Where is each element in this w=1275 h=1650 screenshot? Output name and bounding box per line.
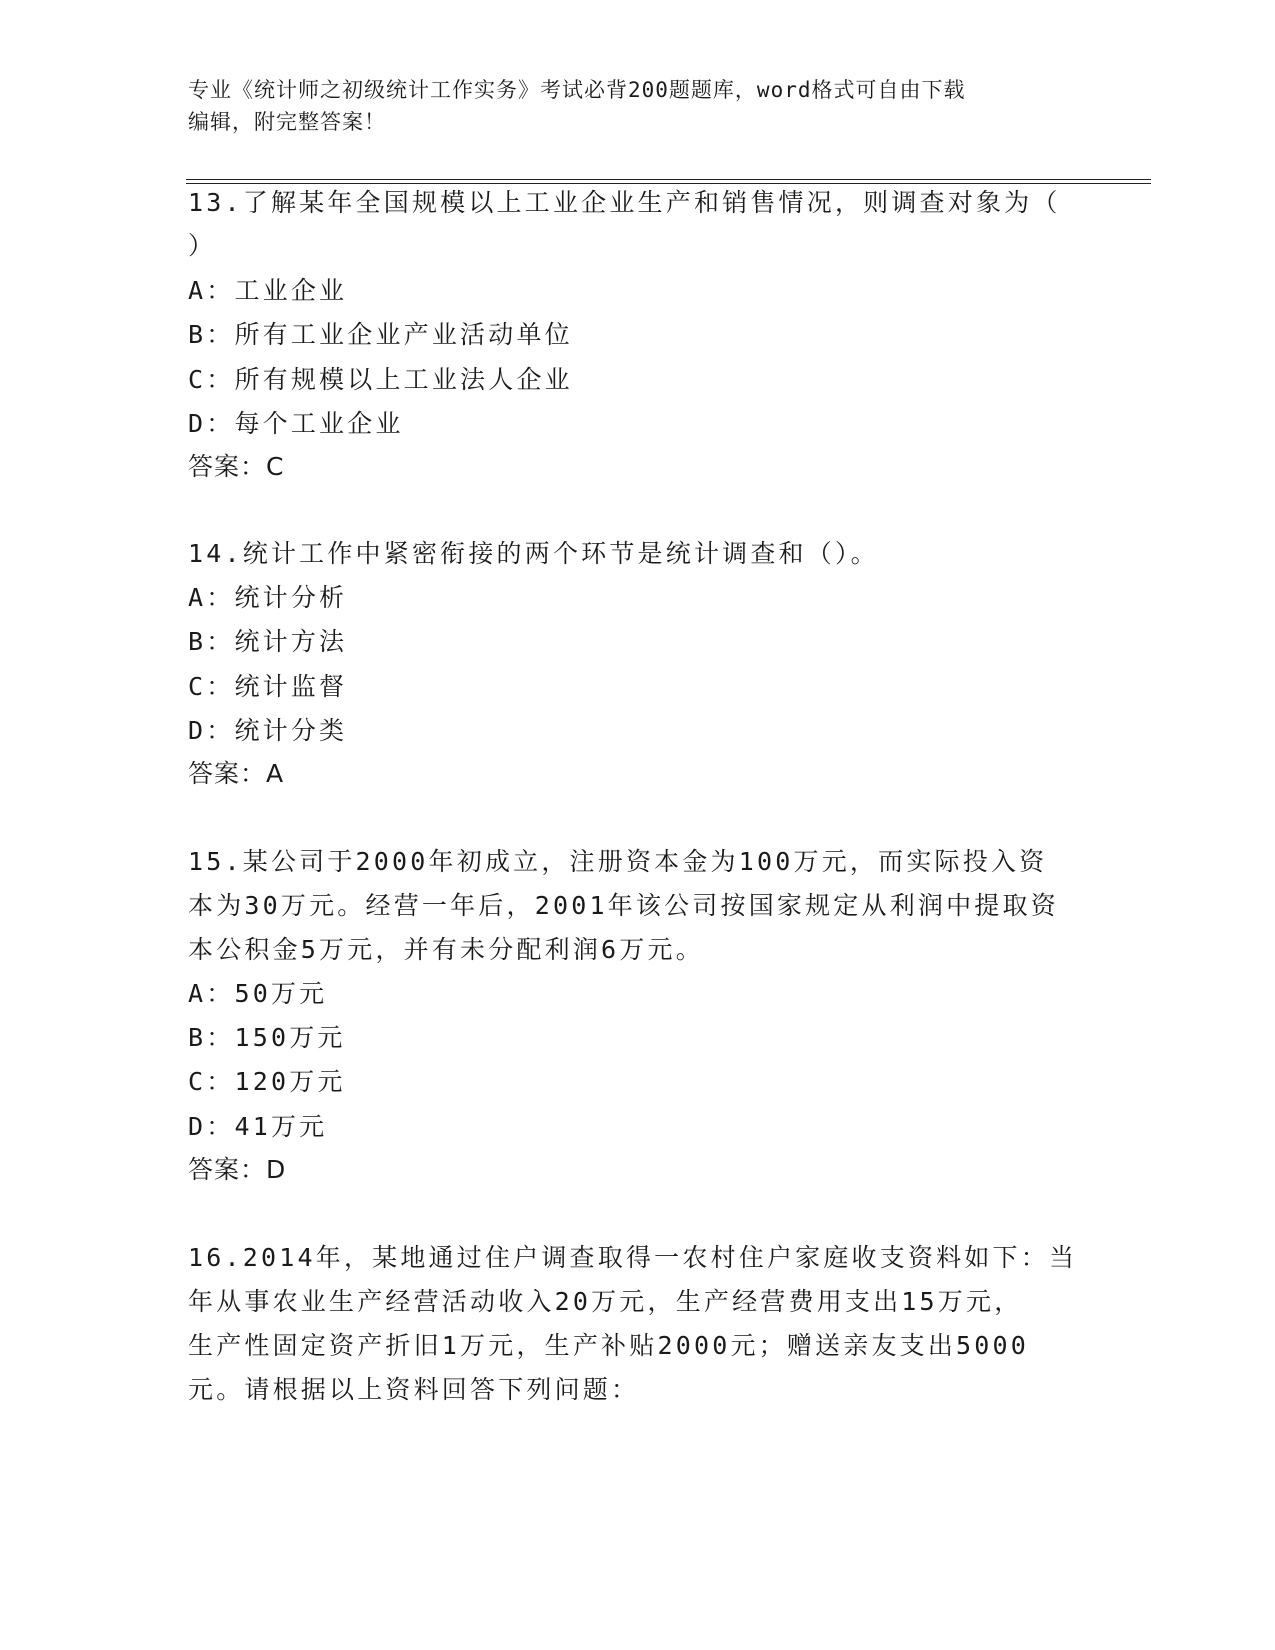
question-15-stem-line-1: 15.某公司于2000年初成立，注册资本金为100万元，而实际投入资 bbox=[188, 847, 1048, 876]
question-15-option-d: D：41万元 bbox=[188, 1112, 328, 1141]
question-15-stem-line-2: 本为30万元。经营一年后，2001年该公司按国家规定从利润中提取资 bbox=[188, 891, 1059, 920]
question-15-answer: 答案：D bbox=[188, 1155, 287, 1184]
question-16-stem-line-4: 元。请根据以上资料回答下列问题： bbox=[188, 1375, 640, 1404]
document-header bbox=[188, 74, 1088, 138]
header-divider-top bbox=[186, 179, 1151, 180]
question-13-answer: 答案：C bbox=[188, 452, 285, 481]
question-14-option-d: D：统计分类 bbox=[188, 716, 348, 745]
question-13-stem-line-1: 13.了解某年全国规模以上工业企业生产和销售情况，则调查对象为（ bbox=[188, 188, 1061, 217]
question-15-option-a: A：50万元 bbox=[188, 979, 328, 1008]
question-16-stem-line-3: 生产性固定资产折旧1万元，生产补贴2000元；赠送亲友支出5000 bbox=[188, 1331, 1030, 1360]
question-14-option-a: A：统计分析 bbox=[188, 583, 348, 612]
question-15-stem-line-3: 本公积金5万元，并有未分配利润6万元。 bbox=[188, 935, 704, 964]
question-16-stem-line-2: 年从事农业生产经营活动收入20万元，生产经营费用支出15万元， bbox=[188, 1287, 1023, 1316]
question-13-option-a: A：工业企业 bbox=[188, 276, 348, 305]
question-13-option-d: D：每个工业企业 bbox=[188, 409, 404, 438]
question-14-option-b: B：统计方法 bbox=[188, 627, 348, 656]
question-16-stem-line-1: 16.2014年，某地通过住户调查取得一农村住户家庭收支资料如下：当 bbox=[188, 1243, 1078, 1272]
question-15-option-c: C：120万元 bbox=[188, 1067, 346, 1096]
question-14-option-c: C：统计监督 bbox=[188, 672, 348, 701]
header-line-1: 专业《统计师之初级统计工作实务》考试必背200题题库，word格式可自由下载 bbox=[188, 78, 966, 102]
question-15-option-b: B：150万元 bbox=[188, 1023, 346, 1052]
question-13-option-b: B：所有工业企业产业活动单位 bbox=[188, 320, 573, 349]
header-divider-bottom bbox=[186, 183, 1151, 184]
question-13-option-c: C：所有规模以上工业法人企业 bbox=[188, 365, 573, 394]
question-14-stem-line-1: 14.统计工作中紧密衔接的两个环节是统计调查和（）。 bbox=[188, 539, 879, 568]
header-line-2: 编辑，附完整答案！ bbox=[188, 110, 386, 134]
question-13-stem-line-2: ） bbox=[188, 231, 217, 260]
question-14-answer: 答案：A bbox=[188, 759, 285, 788]
